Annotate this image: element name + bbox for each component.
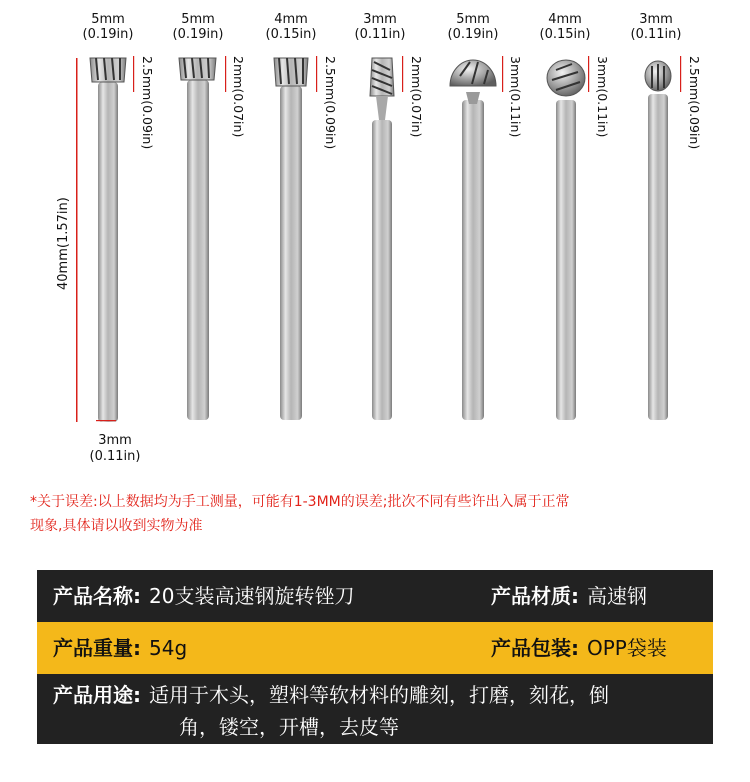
neck-line-1 xyxy=(133,56,134,92)
neck-line-3 xyxy=(316,56,317,92)
material-value: 高速钢 xyxy=(587,584,647,608)
package-value: OPP袋装 xyxy=(587,636,667,660)
neck-line-2 xyxy=(225,56,226,92)
name-key: 产品名称: xyxy=(53,584,141,608)
head-size-label-5: 5mm ( 0.19in ) xyxy=(438,12,508,42)
length-label: 40mm( 1.57in ) xyxy=(56,197,71,290)
head-size-label-7: 3mm ( 0.11in ) xyxy=(621,12,691,42)
notice-line-1: *关于误差:以上数据均为手工测量，可能有1-3MM的误差;批次不同有些许出入属于正常 xyxy=(30,494,570,510)
neck-label-1: 2.5mm( 0.09in ) xyxy=(140,56,155,149)
neck-label-2: 2mm( 0.07in ) xyxy=(231,56,246,137)
neck-line-4 xyxy=(402,56,403,92)
head-size-label-4: 3mm ( 0.11in ) xyxy=(345,12,415,42)
head-size-label-3: 4mm ( 0.15in ) xyxy=(256,12,326,42)
notice-line-2: 现象,具体请以收到实物为准 xyxy=(30,518,203,534)
measurement-notice xyxy=(30,490,730,538)
shank-tick xyxy=(96,420,116,421)
head-size-label-1: 5mm ( 0.19in ) xyxy=(73,12,143,42)
burr-1 xyxy=(90,58,126,422)
head-size-label-6: 4mm ( 0.15in ) xyxy=(530,12,600,42)
neck-line-7 xyxy=(680,56,681,92)
shank-label: 3mm ( 0.11in ) xyxy=(80,433,150,465)
burr-2 xyxy=(179,58,216,420)
material-key: 产品材质: xyxy=(491,584,579,608)
length-line xyxy=(76,58,78,422)
spec-row-name xyxy=(37,570,713,622)
neck-line-6 xyxy=(588,56,589,92)
burr-6 xyxy=(547,60,585,420)
neck-label-7: 2.5mm( 0.09in ) xyxy=(687,56,702,149)
neck-label-6: 3mm( 0.11in ) xyxy=(595,56,610,137)
use-value-line2: 角，镂空，开槽，去皮等 xyxy=(179,715,399,739)
burr-4 xyxy=(370,58,394,420)
name-value: 20支装高速钢旋转锉刀 xyxy=(149,584,355,608)
neck-label-5: 3mm( 0.11in ) xyxy=(508,56,523,137)
use-key: 产品用途: xyxy=(53,683,141,707)
burr-7 xyxy=(645,61,671,420)
head-size-label-2: 5mm ( 0.19in ) xyxy=(163,12,233,42)
neck-line-5 xyxy=(502,56,503,92)
weight-key: 产品重量: xyxy=(53,636,141,660)
package-key: 产品包装: xyxy=(491,636,579,660)
spec-row-weight xyxy=(37,622,713,674)
use-value-line1: 适用于木头，塑料等软材料的雕刻，打磨，刻花，倒 xyxy=(149,683,609,707)
burr-3 xyxy=(274,58,308,420)
neck-label-3: 2.5mm( 0.09in ) xyxy=(323,56,338,149)
neck-label-4: 2mm( 0.07in ) xyxy=(409,56,424,137)
spec-row-use xyxy=(37,674,713,744)
burr-5 xyxy=(450,60,496,420)
weight-value: 54g xyxy=(149,636,188,660)
